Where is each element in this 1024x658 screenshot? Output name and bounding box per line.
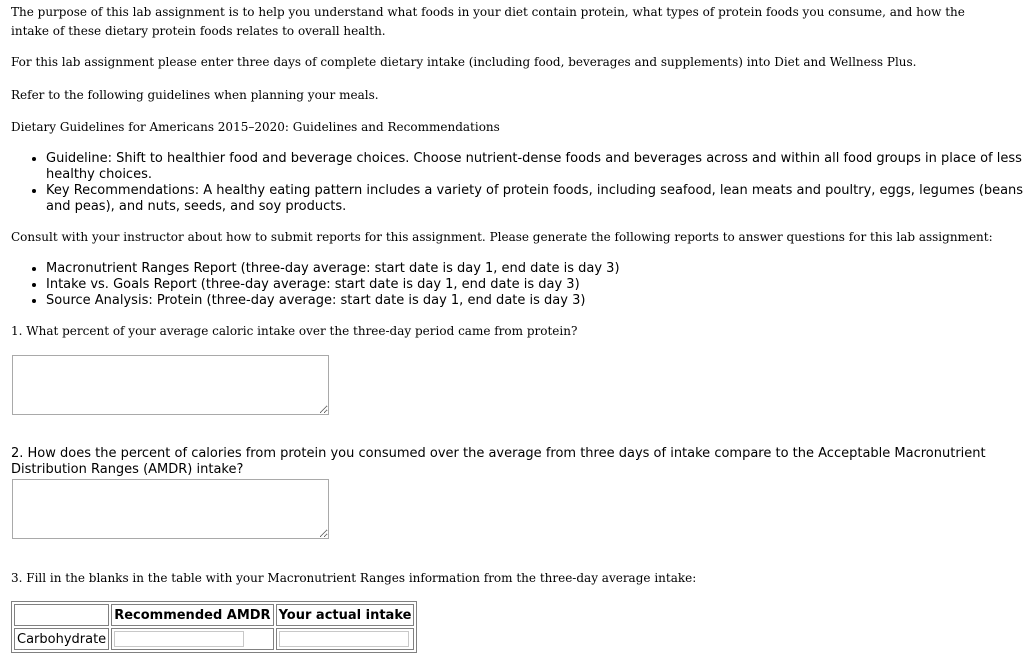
refer-paragraph: Refer to the following guidelines when planning your meals. — [11, 88, 379, 102]
carbohydrate-actual-input[interactable] — [279, 631, 409, 647]
table-header-row — [14, 604, 414, 626]
question-2-answer-textarea[interactable] — [12, 479, 329, 539]
table-header-blank — [14, 604, 109, 626]
row-label-carbohydrate: Carbohydrate — [14, 628, 109, 650]
question-1: 1. What percent of your average caloric intake over the three-day period came from protein? — [11, 324, 578, 338]
guideline-item: • Guideline: Shift to healthier food and beverage choices. Choose nutrient-dense foods and beverages across and within all food groups in place of less healthy choices. — [46, 151, 1024, 183]
actual-cell — [276, 628, 415, 650]
guideline-item: • Key Recommendations: A healthy eating pattern includes a variety of protein foods, including seafood, lean meats and poultry, eggs, legumes (beans and peas), and nuts, seeds, and soy products. — [46, 183, 1024, 215]
consult-paragraph: Consult with your instructor about how to submit reports for this assignment. Please generate the following reports to answer questions for this lab assignment: — [11, 230, 993, 244]
guidelines-title: Dietary Guidelines for Americans 2015–2020: Guidelines and Recommendations — [11, 120, 500, 134]
instructions-paragraph: For this lab assignment please enter three days of complete dietary intake (including food, beverages and supplements) into Diet and Wellness Plus. — [11, 55, 917, 69]
amdr-cell — [111, 628, 273, 650]
carbohydrate-amdr-input[interactable] — [114, 631, 244, 647]
report-item: • Source Analysis: Protein (three-day average: start date is day 1, end date is day 3) — [46, 293, 1024, 309]
macronutrient-table — [11, 601, 417, 653]
table-header-actual: Your actual intake — [276, 604, 415, 626]
table-header-amdr: Recommended AMDR — [111, 604, 273, 626]
reports-list — [20, 261, 1024, 309]
question-1-answer-textarea[interactable] — [12, 355, 329, 415]
question-3: 3. Fill in the blanks in the table with your Macronutrient Ranges information from the three-day average intake: — [11, 571, 697, 585]
question-2: 2. How does the percent of calories from protein you consumed over the average from three days of intake compare to the Acceptable Macronutrient Distribution Ranges (AMDR) intake? — [11, 446, 986, 477]
report-item: • Intake vs. Goals Report (three-day average: start date is day 1, end date is day 3) — [46, 277, 1024, 293]
purpose-paragraph: The purpose of this lab assignment is to help you understand what foods in your diet contain protein, what types of protein foods you consume, and how the intake of these dietary protein foods relates to overall health. — [11, 5, 965, 38]
guidelines-list — [20, 151, 1024, 215]
table-row — [14, 628, 414, 650]
report-item: • Macronutrient Ranges Report (three-day average: start date is day 1, end date is day 3) — [46, 261, 1024, 277]
